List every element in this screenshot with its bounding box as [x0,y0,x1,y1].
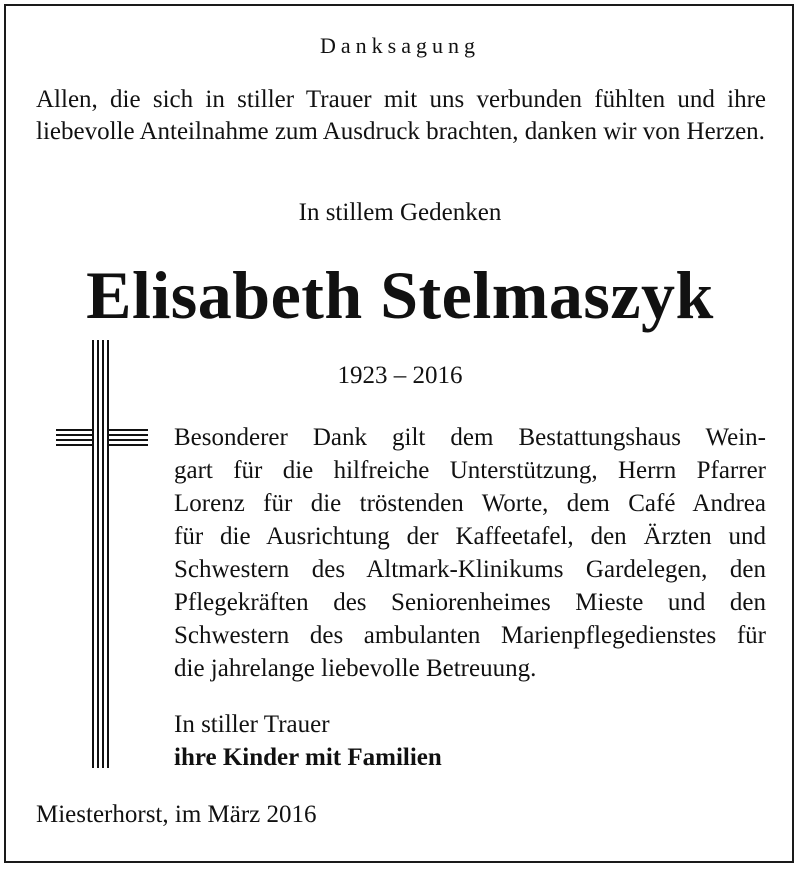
life-years: 1923 – 2016 [337,362,463,389]
mourning-label: In stiller Trauer [174,711,330,738]
memorial-line: In stillem Gedenken [298,199,502,226]
place-date: Miesterhorst, im März 2016 [36,801,317,828]
thanks-line: gart für die hilfreiche Unterstützung, Herrn Pfarrer [174,457,766,484]
mourners-signature: ihre Kinder mit Familien [174,744,442,771]
thanks-line: für die Ausrichtung der Kaffeetafel, den Ärzten und [174,523,766,550]
deceased-name: Elisabeth Stelmaszyk [86,257,714,333]
thanks-line: die jahrelange liebevolle Betreuung. [174,655,537,682]
thanks-line: Besonderer Dank gilt dem Bestattungshaus Wein- [174,424,766,451]
cross-icon [52,340,152,768]
thanks-line: Schwestern des ambulanten Marienpflegedienstes für [174,622,766,649]
thanks-text [174,421,766,685]
thanks-line: Pflegekräften des Seniorenheimes Mieste und den [174,589,766,616]
notice-heading: Danksagung [320,33,480,58]
thanks-line: Schwestern des Altmark-Klinikums Gardelegen, den [174,556,766,583]
thanks-line: Lorenz für die tröstenden Worte, dem Café Andrea [174,490,766,517]
intro-text: Allen, die sich in stiller Trauer mit uns verbunden fühlten und ihre liebevolle Anteilnahme zum Ausdruck brachten, danken wir von Herzen. [36,86,766,145]
